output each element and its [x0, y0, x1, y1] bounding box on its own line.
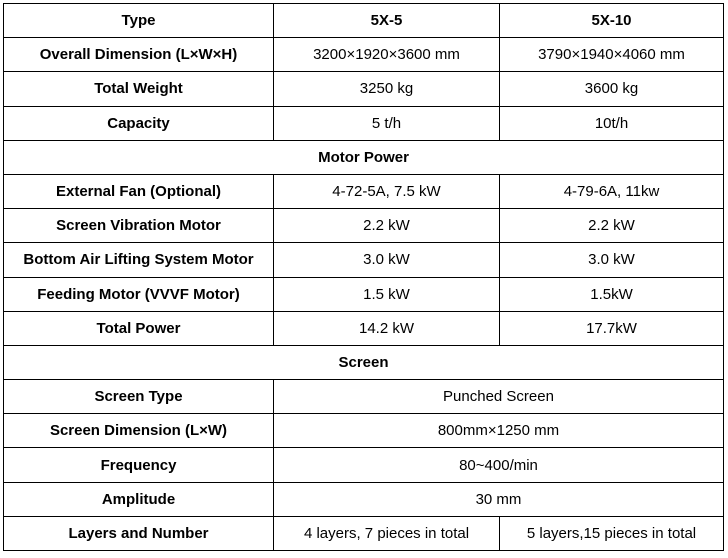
row-label: Total Weight — [4, 72, 274, 106]
row-label: Screen Vibration Motor — [4, 209, 274, 243]
model-b-value: 3.0 kW — [500, 243, 724, 277]
shared-value: 80~400/min — [274, 448, 724, 482]
row-label: Amplitude — [4, 482, 274, 516]
spec-table — [3, 3, 724, 551]
row-label: Feeding Motor (VVVF Motor) — [4, 277, 274, 311]
shared-value: Punched Screen — [274, 380, 724, 414]
row-label: Capacity — [4, 106, 274, 140]
model-a-value: 3.0 kW — [274, 243, 500, 277]
model-b-value: 3790×1940×4060 mm — [500, 38, 724, 72]
model-a-value: 14.2 kW — [274, 311, 500, 345]
model-a-value: 1.5 kW — [274, 277, 500, 311]
row-label: Frequency — [4, 448, 274, 482]
model-a-value: 3200×1920×3600 mm — [274, 38, 500, 72]
table-row — [4, 38, 724, 72]
shared-value: 800mm×1250 mm — [274, 414, 724, 448]
table-row — [4, 209, 724, 243]
table-row — [4, 243, 724, 277]
table-row — [4, 482, 724, 516]
row-label: Bottom Air Lifting System Motor — [4, 243, 274, 277]
model-a-value: 4-72-5A, 7.5 kW — [274, 174, 500, 208]
table-row — [4, 448, 724, 482]
model-a-value: 5 t/h — [274, 106, 500, 140]
row-label: External Fan (Optional) — [4, 174, 274, 208]
model-b-value: 17.7kW — [500, 311, 724, 345]
table-row — [4, 380, 724, 414]
model-a-value: 4 layers, 7 pieces in total — [274, 516, 500, 550]
section-heading-motor: Motor Power — [4, 140, 724, 174]
table-row — [4, 72, 724, 106]
model-b-value: 2.2 kW — [500, 209, 724, 243]
model-b-value: 4-79-6A, 11kw — [500, 174, 724, 208]
row-label: Total Power — [4, 311, 274, 345]
type-header: Type — [4, 4, 274, 38]
table-row — [4, 277, 724, 311]
section-row-motor — [4, 140, 724, 174]
shared-value: 30 mm — [274, 482, 724, 516]
table-row — [4, 414, 724, 448]
model-a-value: 2.2 kW — [274, 209, 500, 243]
header-row — [4, 4, 724, 38]
row-label: Overall Dimension (L×W×H) — [4, 38, 274, 72]
model-b-value: 1.5kW — [500, 277, 724, 311]
table-row — [4, 311, 724, 345]
model-b-value: 3600 kg — [500, 72, 724, 106]
table-row — [4, 106, 724, 140]
table-row — [4, 174, 724, 208]
model-b-header: 5X-10 — [500, 4, 724, 38]
table-row — [4, 516, 724, 550]
row-label: Screen Type — [4, 380, 274, 414]
model-b-value: 10t/h — [500, 106, 724, 140]
model-a-value: 3250 kg — [274, 72, 500, 106]
section-row-screen — [4, 345, 724, 379]
section-heading-screen: Screen — [4, 345, 724, 379]
model-a-header: 5X-5 — [274, 4, 500, 38]
model-b-value: 5 layers,15 pieces in total — [500, 516, 724, 550]
row-label: Layers and Number — [4, 516, 274, 550]
row-label: Screen Dimension (L×W) — [4, 414, 274, 448]
